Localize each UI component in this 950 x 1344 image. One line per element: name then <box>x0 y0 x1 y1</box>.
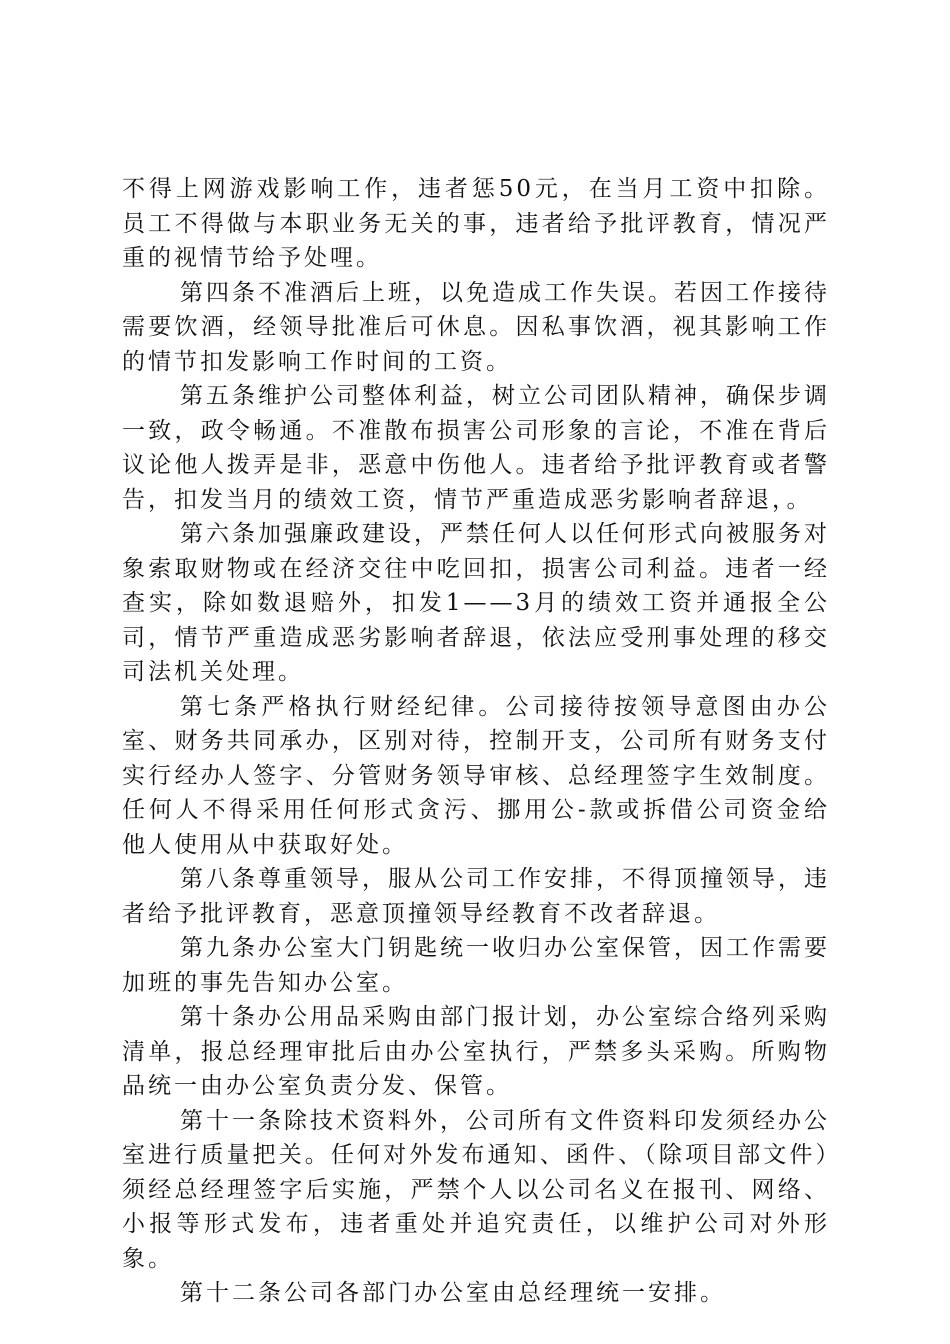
paragraph-article-9: 第九条办公室大门钥匙统一收归办公室保管，因工作需要加班的事先告知办公室。 <box>122 935 830 996</box>
paragraph-continuation: 不得上网游戏影响工作，违者惩50元，在当月工资中扣除。员工不得做与本职业务无关的事，违者给予批评教育，情况严重的视情节给予处哩。 <box>122 176 830 271</box>
paragraph-article-8: 第八条尊重领导，服从公司工作安排，不得顶撞领导，违者给予批评教育，恶意顶撞领导经教育不改者辞退。 <box>122 866 830 927</box>
paragraph-article-7: 第七条严格执行财经纪律。公司接待按领导意图由办公室、财务共同承办，区别对待，控制开支，公司所有财务支付实行经办人签字、分管财务领导审核、总经理签字生效制度。任何人不得采用任何形式贪污、挪用公-款或拆借公司资金给他人使用从中获取好处。 <box>122 693 830 858</box>
paragraph-article-11: 第十一条除技术资料外，公司所有文件资料印发须经办公室进行质量把关。任何对外发布通知、函件、（除项目部文件）须经总经理签字后实施，严禁个人以公司名义在报刊、网络、小报等形式发布，违者重处并追究责任，以维护公司对外形象。 <box>122 1107 830 1272</box>
paragraph-article-12: 第十二条公司各部门办公室由总经理统一安排。 <box>180 1280 726 1306</box>
document-body <box>122 172 830 1311</box>
paragraph-article-4: 第四条不准酒后上班，以免造成工作失误。若因工作接待需要饮酒，经领导批准后可休息。因私事饮酒，视其影响工作的情节扣发影响工作时间的工资。 <box>122 279 830 375</box>
paragraph-article-10: 第十条办公用品采购由部门报计划，办公室综合络列采购清单，报总经理审批后由办公室执行，严禁多头采购。所购物品统一由办公室负责分发、保管。 <box>122 1004 830 1099</box>
paragraph-article-6: 第六条加强廉政建设，严禁任何人以任何形式向被服务对象索取财物或在经济交往中吃回扣，损害公司利益。违者一经查实，除如数退赔外，扣发1——3月的绩效工资并通报全公司，情节严重造成恶劣影响者辞退，依法应受刑事处理的移交司法机关处理。 <box>122 521 830 685</box>
paragraph-article-5: 第五条维护公司整体利益，树立公司团队精神，确保步调一致，政令畅通。不准散布损害公司形象的言论，不准在背后议论他人拨弄是非，恶意中伤他人。违者给予批评教育或者警告，扣发当月的绩效工资，情节严重造成恶劣影响者辞退，。 <box>122 383 830 513</box>
